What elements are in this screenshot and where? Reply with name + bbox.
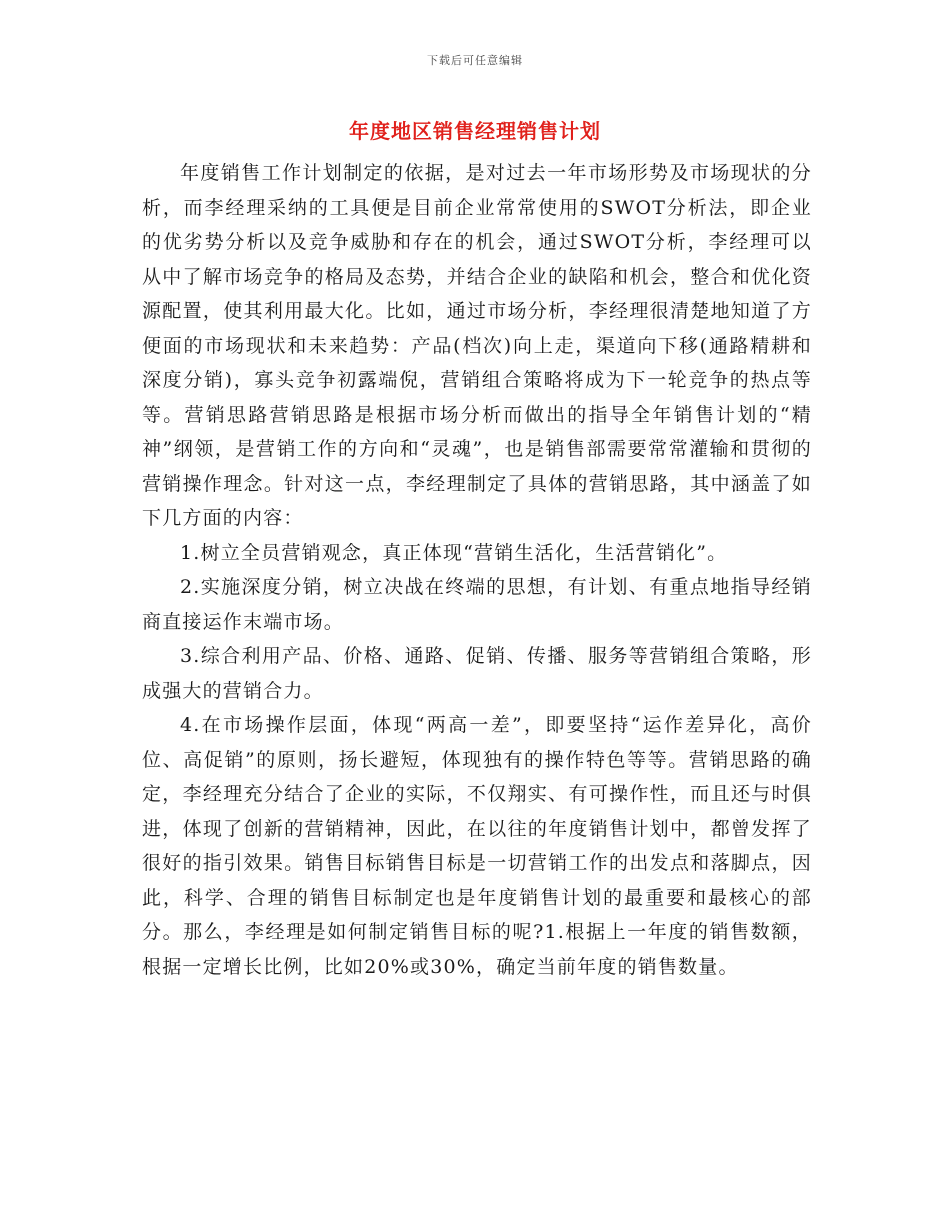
paragraph-item-3: 3.综合利用产品、价格、通路、促销、传播、服务等营销组合策略，形成强大的营销合力。 [142, 645, 812, 702]
paragraph-intro: 年度销售工作计划制定的依据，是对过去一年市场形势及市场现状的分析，而李经理采纳的工具便是目前企业常常使用的SWOT分析法，即企业的优劣势分析以及竞争威胁和存在的机会，通过SWOT分析，李经理可以从中了解市场竞争的格局及态势，并结合企业的缺陷和机会，整合和优化资源配置，使其利用最大化。比如，通过市场分析，李经理很清楚地知道了方便面的市场现状和未来趋势：产品(档次)向上走，渠道向下移(通路精耕和深度分销)，寡头竞争初露端倪，营销组合策略将成为下一轮竞争的热点等等。营销思路营销思路是根据市场分析而做出的指导全年销售计划的“精神”纲领，是营销工作的方向和“灵魂”，也是销售部需要常常灌输和贯彻的营销操作理念。针对这一点，李经理制定了具体的营销思路，其中涵盖了如下几方面的内容： [142, 162, 812, 529]
paragraph-item-2: 2.实施深度分销，树立决战在终端的思想，有计划、有重点地指导经销商直接运作末端市场。 [142, 576, 812, 633]
paragraph-item-1: 1.树立全员营销观念，真正体现“营销生活化，生活营销化”。 [180, 541, 728, 564]
header-note: 下载后可任意编辑 [427, 54, 523, 67]
document-title: 年度地区销售经理销售计划 [349, 119, 601, 143]
paragraph-item-4: 4.在市场操作层面，体现“两高一差”，即要坚持“运作差异化，高价位、高促销”的原则，扬长避短，体现独有的操作特色等等。营销思路的确定，李经理充分结合了企业的实际，不仅翔实、有可操作性，而且还与时俱进，体现了创新的营销精神，因此，在以往的年度销售计划中，都曾发挥了很好的指引效果。销售目标销售目标是一切营销工作的出发点和落脚点，因此，科学、合理的销售目标制定也是年度销售计划的最重要和最核心的部分。那么，李经理是如何制定销售目标的呢?1.根据上一年度的销售数额，根据一定增长比例，比如20%或30%，确定当前年度的销售数量。 [142, 714, 812, 978]
document-body [142, 156, 812, 984]
